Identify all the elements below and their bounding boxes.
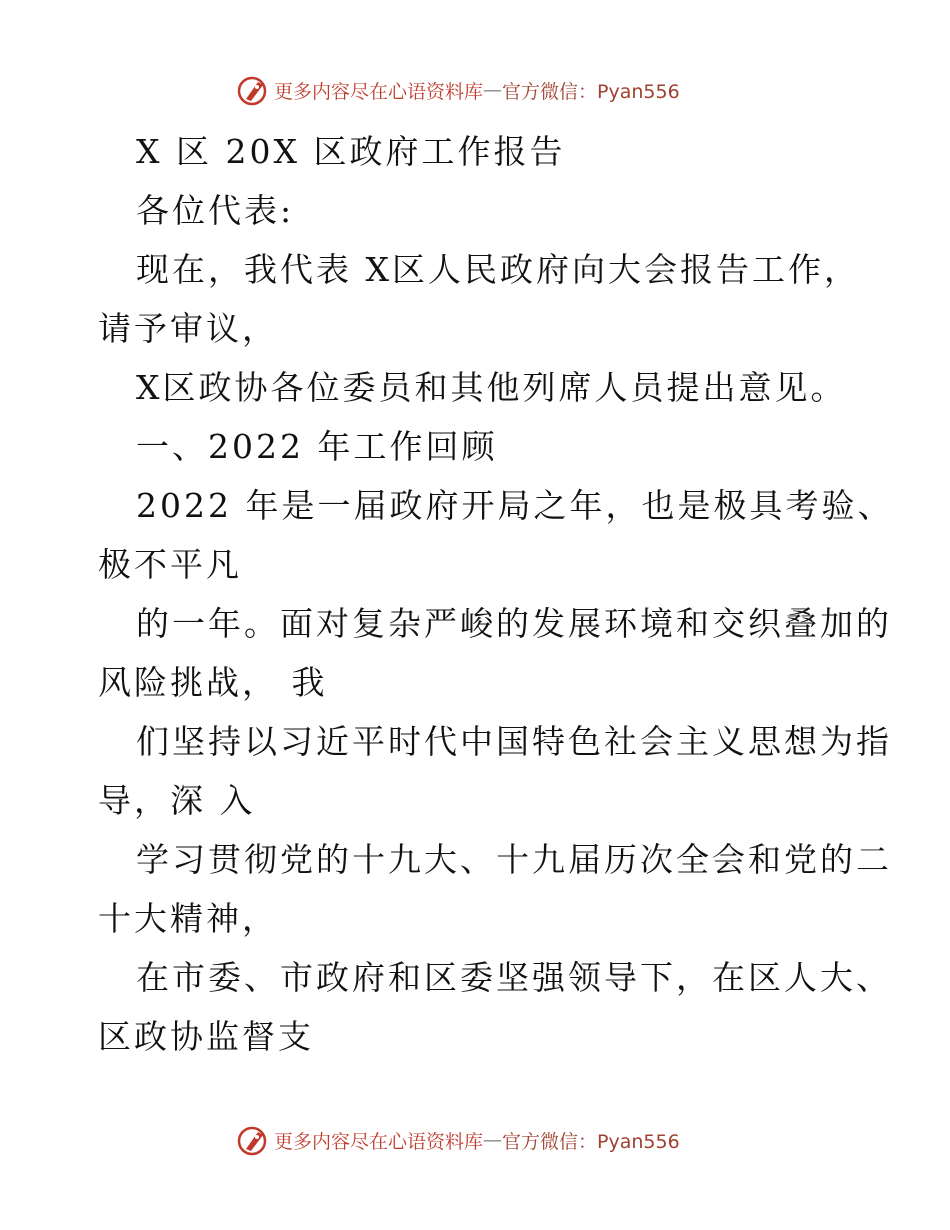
section-heading: 一、2022 年工作回顾: [136, 427, 498, 466]
paragraph-line: 风险挑战， 我: [98, 663, 328, 702]
paragraph-line: 学习贯彻党的十九大、十九届历次全会和党的二: [136, 840, 892, 879]
paragraph-line: 的一年。面对复杂严峻的发展环境和交织叠加的: [136, 604, 892, 643]
paragraph-line: 导，深 入: [98, 781, 256, 820]
banner-wechat-text: 官方微信：Pyan556: [502, 80, 680, 103]
document-body: [98, 122, 894, 1066]
document-title: X 区 20X 区政府工作报告: [136, 132, 566, 171]
paragraph-line: 区政协监督支: [98, 1017, 314, 1056]
paragraph-line: 请予审议，: [98, 309, 278, 348]
banner-separator: —: [483, 79, 503, 101]
pen-nib-logo-icon: [236, 73, 270, 107]
header-banner: [236, 70, 716, 110]
paragraph-line: 2022 年是一届政府开局之年，也是极具考验、: [136, 486, 894, 525]
paragraph-line: 十大精神，: [98, 899, 278, 938]
paragraph-line: 在市委、市政府和区委坚强领导下，在区人大、: [136, 958, 892, 997]
banner-separator: —: [483, 1129, 503, 1151]
banner-site-text: 更多内容尽在心语资料库: [274, 80, 484, 103]
paragraph-line: 现在，我代表 X区人民政府向大会报告工作，: [136, 250, 860, 289]
paragraph-line: X区政协各位委员和其他列席人员提出意见。: [136, 368, 847, 407]
banner-wechat-text: 官方微信：Pyan556: [502, 1130, 680, 1153]
paragraph-line: 们坚持以习近平时代中国特色社会主义思想为指: [136, 722, 892, 761]
pen-nib-logo-icon: [236, 1123, 270, 1157]
banner-site-text: 更多内容尽在心语资料库: [274, 1130, 484, 1153]
footer-banner: [236, 1120, 716, 1160]
paragraph-line: 各位代表:: [136, 191, 295, 230]
paragraph-line: 极不平凡: [98, 545, 242, 584]
